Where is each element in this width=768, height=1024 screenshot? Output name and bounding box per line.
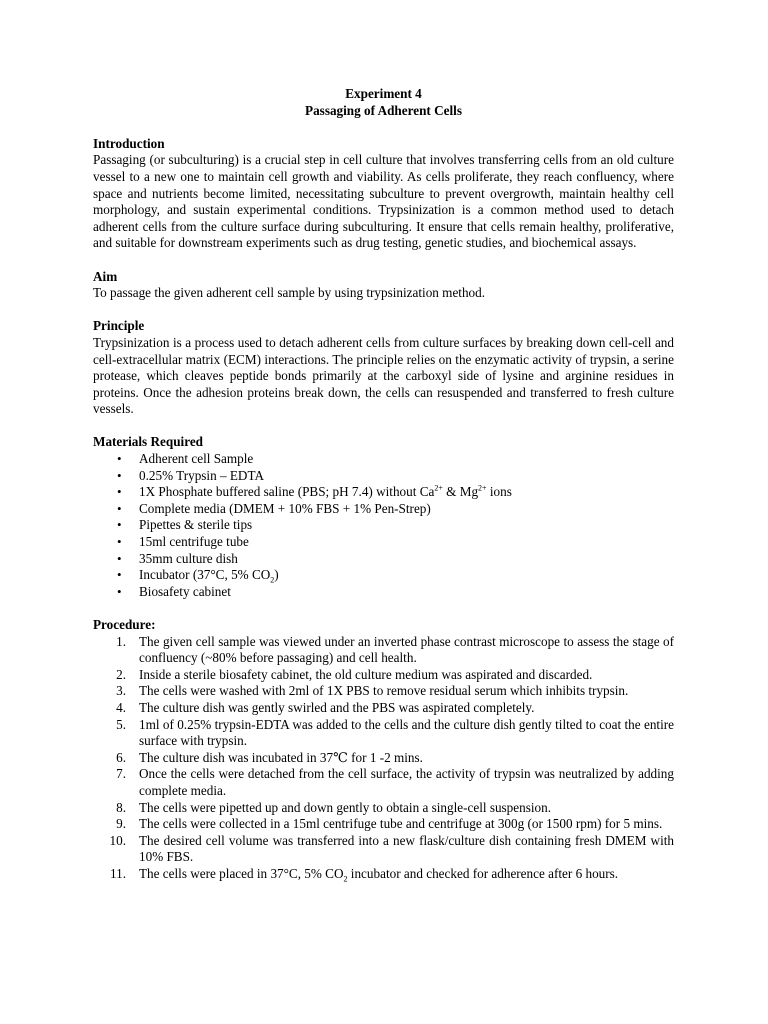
list-item (116, 716, 674, 750)
procedure-heading: Procedure: (93, 617, 156, 632)
step-text: The cells were collected in a 15ml centrifuge tube and centrifuge at 300g (or 1500 rpm) for 5 mins. (139, 816, 663, 832)
step-text: The culture dish was incubated in 37℃ for 1 -2 mins. (139, 749, 423, 765)
principle-text: Trypsinization is a process used to detach adherent cells from culture surfaces by breaking down cell-cell and cell-extracellular matrix (ECM) interactions. The principle relies on the enzymatic activity of trypsin, a serine protease, which cleaves peptide bonds primarily at the carboxyl side of lysine and arginine residues in proteins. Once the adhesion proteins break down, the cells can resuspended and transferred to fresh culture vessels. (93, 334, 674, 417)
materials-list (93, 451, 674, 600)
list-item (116, 749, 674, 767)
step-text: Inside a sterile biosafety cabinet, the old culture medium was aspirated and discarded. (139, 666, 593, 682)
list-item (116, 666, 674, 684)
list-item: • 0.25% Trypsin – EDTA (139, 468, 674, 485)
list-item (116, 683, 674, 700)
list-item-text: & Mg (442, 484, 479, 500)
principle-section (93, 318, 674, 418)
document-title: Experiment 4 (345, 86, 422, 101)
list-item: • 15ml centrifuge tube (139, 534, 674, 551)
list-item: • Complete media (DMEM + 10% FBS + 1% Pen-Strep) (139, 501, 674, 518)
list-item (109, 832, 674, 866)
list-item (116, 633, 674, 667)
list-item-text: ions (486, 484, 512, 500)
list-item (116, 816, 674, 833)
principle-heading: Principle (93, 318, 145, 334)
step-text: Once the cells were detached from the cell surface, the activity of trypsin was neutralized by adding complete media. (139, 766, 674, 798)
list-item: • Adherent cell Sample (139, 451, 674, 468)
step-number: 2. (116, 666, 126, 682)
step-number: 5. (116, 716, 126, 732)
step-number: 7. (116, 766, 126, 782)
step-text: The cells were placed in 37°C, 5% CO (139, 865, 344, 881)
step-number: 10. (109, 832, 126, 848)
superscript: 2+ (478, 483, 487, 493)
list-item-text: 1X Phosphate buffered saline (PBS; pH 7.4) without Ca (139, 484, 435, 500)
document-page (93, 86, 674, 883)
subscript: 2 (343, 874, 348, 884)
list-item: • Biosafety cabinet (139, 584, 674, 601)
step-text: The cells were washed with 2ml of 1X PBS to remove residual serum which inhibits trypsin. (139, 683, 629, 699)
materials-heading: Materials Required (93, 434, 204, 450)
materials-section (93, 434, 674, 600)
aim-section (93, 269, 674, 302)
step-text: The desired cell volume was transferred into a new flask/culture dish containing fresh DMEM with 10% FBS. (139, 832, 674, 865)
aim-text: To passage the given adherent cell sample by using trypsinization method. (93, 285, 486, 301)
introduction-heading: Introduction (93, 135, 165, 151)
step-text: The cells were pipetted up and down gently to obtain a single-cell suspension. (139, 799, 552, 815)
document-subtitle: Passaging of Adherent Cells (305, 102, 462, 118)
list-item-text: ) (274, 567, 279, 583)
step-text: The culture dish was gently swirled and the PBS was aspirated completely. (139, 699, 535, 715)
procedure-list (93, 634, 674, 883)
list-item: • 35mm culture dish (139, 551, 674, 568)
step-number: 8. (116, 799, 126, 815)
step-text: 1ml of 0.25% trypsin-EDTA was added to the cells and the culture dish gently tilted to coat the entire surface with trypsin. (139, 716, 674, 749)
list-item (116, 766, 674, 799)
step-number: 11. (110, 865, 126, 881)
step-text: The given cell sample was viewed under an inverted phase contrast microscope to assess the stage of confluency (~80% before passaging) and cell health. (139, 633, 674, 666)
procedure-section (93, 617, 674, 883)
aim-heading: Aim (93, 268, 118, 284)
list-item (139, 484, 674, 501)
list-item-text: Incubator (37°C, 5% CO (139, 567, 271, 583)
introduction-section (93, 136, 674, 252)
step-number: 6. (116, 749, 126, 765)
step-text: incubator and checked for adherence after 6 hours. (347, 865, 619, 881)
list-item (110, 865, 674, 884)
list-item (116, 699, 674, 717)
step-number: 1. (116, 633, 126, 649)
superscript: 2+ (434, 483, 443, 493)
step-number: 3. (116, 683, 126, 699)
list-item: • Pipettes & sterile tips (139, 517, 674, 534)
list-item (139, 567, 674, 584)
list-item (116, 799, 674, 817)
step-number: 9. (116, 816, 126, 832)
subscript: 2 (270, 575, 275, 585)
step-number: 4. (116, 699, 126, 715)
introduction-text: Passaging (or subculturing) is a crucial step in cell culture that involves transferring cells from an old culture vessel to a new one to maintain cell growth and viability. As cells proliferate, they reach confluency, where space and nutrients become limited, necessitating subculture to prevent overgrowth, maintain healthy cell morphology, and sustain experimental conditions. Trypsinization is a common method used to detach adherent cells from the culture surface during subculturing. It ensure that cells remain healthy, proliferative, and suitable for downstream experiments such as drug testing, genetic studies, and biochemical assays. (93, 152, 674, 251)
